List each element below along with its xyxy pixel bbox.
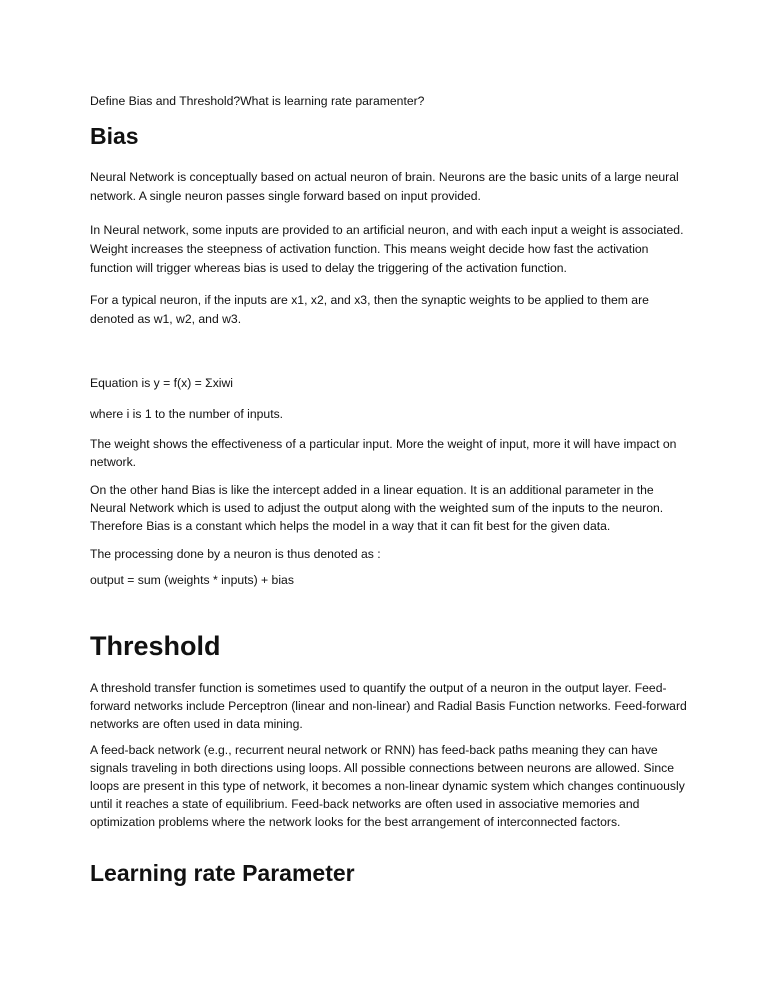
output-formula: output = sum (weights * inputs) + bias xyxy=(90,573,294,587)
processing-paragraph: The processing done by a neuron is thus denoted as : xyxy=(90,547,381,561)
weight-paragraph: The weight shows the effectiveness of a particular input. More the weight of input, more it will have impact on network. xyxy=(90,437,677,469)
threshold-paragraph-1: A threshold transfer function is sometimes used to quantify the output of a neuron in the output layer. Feed-forward networks include Perceptron (linear and non-linear) and Radial Basis Function networks. Feed-forward networks are often used in data mining. xyxy=(90,681,687,731)
bias-explanation-paragraph: On the other hand Bias is like the intercept added in a linear equation. It is an additional parameter in the Neural Network which is used to adjust the output along with the weighted sum of the inputs to the neuron. Therefore Bias is a constant which helps the model in a way that it can fit best for the given data. xyxy=(90,483,664,533)
bias-paragraph-3: For a typical neuron, if the inputs are x1, x2, and x3, then the synaptic weights to be applied to them are denoted as w1, w2, and w3. xyxy=(90,293,649,326)
bias-paragraph-1: Neural Network is conceptually based on actual neuron of brain. Neurons are the basic units of a large neural network. A single neuron passes single forward based on input provided. xyxy=(90,170,679,203)
equation-text: Equation is y = f(x) = Σxiwi xyxy=(90,376,234,390)
threshold-heading: Threshold xyxy=(90,631,221,661)
threshold-paragraph-2: A feed-back network (e.g., recurrent neural network or RNN) has feed-back paths meaning they can have signals traveling in both directions using loops. All possible connections between neurons are allowed. Since loops are present in this type of network, it becomes a non-linear dynamic system which changes continuously until it reaches a state of equilibrium. Feed-back networks are often used in associative memories and optimization problems where the network looks for the best arrangement of interconnected factors. xyxy=(90,743,685,829)
bias-heading: Bias xyxy=(90,123,139,149)
where-text: where i is 1 to the number of inputs. xyxy=(90,407,284,421)
question-text: Define Bias and Threshold?What is learning rate paramenter? xyxy=(90,94,425,108)
bias-paragraph-2: In Neural network, some inputs are provided to an artificial neuron, and with each input a weight is associated. Weight increases the steepness of activation function. This means weight decide how fast the activation function will trigger whereas bias is used to delay the triggering of the activation function. xyxy=(90,223,684,275)
learning-rate-heading: Learning rate Parameter xyxy=(90,860,355,886)
